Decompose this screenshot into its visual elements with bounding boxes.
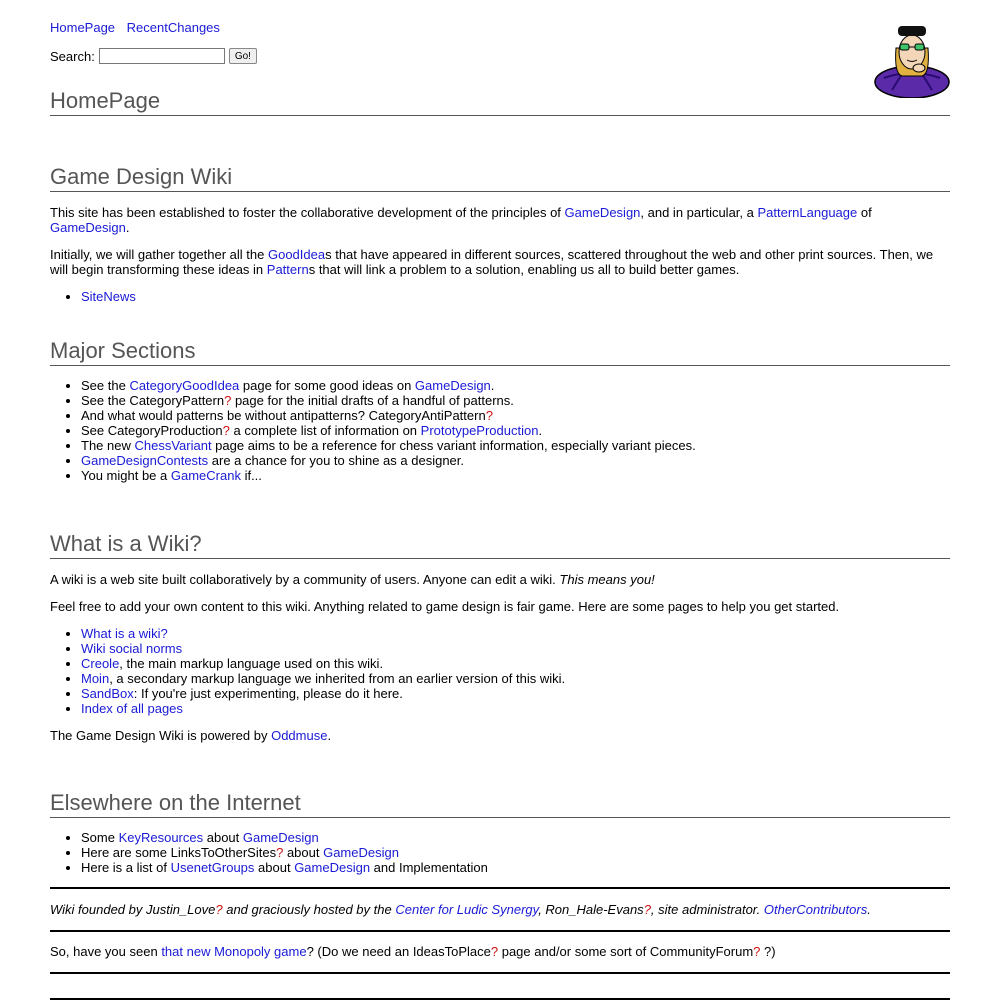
- list-item: • The new ChessVariant page aims to be a reference for chess variant information, especially variant pieces.: [81, 438, 950, 453]
- link-gamedesign[interactable]: GameDesign: [242, 830, 319, 845]
- list-item: [81, 289, 950, 304]
- top-nav: [50, 20, 228, 35]
- wiki-paragraph-2: Feel free to add your own content to this wiki. Anything related to game design is fair game. Here are some pages to help you get started.: [50, 599, 840, 614]
- list-item: • You might be a GameCrank if...: [81, 468, 950, 483]
- page-title-section: [50, 88, 950, 116]
- list-item: • Creole, the main markup language used on this wiki.: [81, 656, 950, 671]
- list-item: • And what would patterns be without antipatterns? CategoryAntiPattern?: [81, 408, 950, 423]
- monopoly-note: So, have you seen that new Monopoly game? (Do we need an IdeasToPlace? page and/or some sort of CommunityForum? ?): [50, 944, 776, 959]
- missing-page-link[interactable]: ?: [215, 902, 223, 917]
- link-gamedesign[interactable]: GameDesign: [323, 845, 399, 860]
- elsewhere-heading: Elsewhere on the Internet: [50, 790, 950, 818]
- list-item: • Moin, a secondary markup language we inherited from an earlier version of this wiki.: [81, 671, 950, 686]
- wiki-heading: What is a Wiki?: [50, 531, 950, 559]
- list-item: • Here are some LinksToOtherSites? about GameDesign: [81, 845, 950, 860]
- missing-page-link[interactable]: ?: [222, 423, 230, 438]
- list-item: [81, 641, 950, 656]
- missing-page-link[interactable]: ?: [485, 408, 493, 423]
- list-item: • SandBox: If you're just experimenting, please do it here.: [81, 686, 950, 701]
- nav-homepage-link[interactable]: HomePage: [50, 20, 116, 35]
- search-go-button[interactable]: Go!: [229, 48, 257, 64]
- link-sandbox[interactable]: SandBox: [81, 686, 134, 701]
- missing-page-link[interactable]: ?: [753, 944, 761, 959]
- link-moin[interactable]: Moin: [81, 671, 110, 686]
- list-item: [81, 701, 950, 716]
- major-list: [50, 378, 950, 483]
- elsewhere-section: [50, 790, 950, 875]
- link-prototypeproduction[interactable]: PrototypeProduction: [420, 423, 539, 438]
- link-goodidea[interactable]: GoodIdea: [267, 247, 326, 262]
- link-usenetgroups[interactable]: UsenetGroups: [170, 860, 255, 875]
- list-item: [81, 626, 950, 641]
- what-is-wiki-section: [50, 531, 950, 743]
- list-item: • Some KeyResources about GameDesign: [81, 830, 950, 845]
- wiki-help-list: [50, 626, 950, 716]
- link-gamedesigncontests[interactable]: GameDesignContests: [81, 453, 209, 468]
- intro-section: [50, 164, 950, 304]
- link-oddmuse[interactable]: Oddmuse: [271, 728, 328, 743]
- link-monopoly-game[interactable]: that new Monopoly game: [161, 944, 307, 959]
- link-index-all-pages[interactable]: Index of all pages: [81, 701, 183, 716]
- intro-list: [50, 289, 950, 304]
- intro-paragraph-1: This site has been established to foster the collaborative development of the principles of GameDesign, and in particular, a PatternLanguage of GameDesign.: [50, 205, 872, 235]
- link-chessvariant[interactable]: ChessVariant: [134, 438, 212, 453]
- link-keyresources[interactable]: KeyResources: [118, 830, 204, 845]
- link-gamedesign[interactable]: GameDesign: [564, 205, 641, 220]
- page-title: HomePage: [50, 88, 950, 116]
- major-sections: [50, 338, 950, 483]
- search-label: Search:: [50, 48, 95, 64]
- link-gamedesign[interactable]: GameDesign: [50, 220, 126, 235]
- link-gamedesign[interactable]: GameDesign: [414, 378, 491, 393]
- list-item: • See CategoryProduction? a complete list of information on PrototypeProduction.: [81, 423, 950, 438]
- list-item: • See the CategoryPattern? page for the initial drafts of a handful of patterns.: [81, 393, 950, 408]
- link-center-ludic-synergy[interactable]: Center for Ludic Synergy: [395, 902, 539, 917]
- list-item: • Here is a list of UsenetGroups about GameDesign and Implementation: [81, 860, 950, 875]
- search-input[interactable]: [99, 48, 225, 64]
- footer-credits: Wiki founded by Justin_Love? and graciously hosted by the Center for Ludic Synergy, Ron_Hale-Evans?, site administrator. OtherContributors.: [50, 902, 871, 917]
- powered-by: The Game Design Wiki is powered by Oddmuse.: [50, 728, 332, 743]
- search-form: [50, 48, 257, 64]
- link-what-is-wiki[interactable]: What is a wiki?: [81, 626, 168, 641]
- wiki-logo[interactable]: [872, 18, 952, 98]
- missing-page-link[interactable]: ?: [224, 393, 232, 408]
- elsewhere-list: [50, 830, 950, 875]
- missing-page-link[interactable]: ?: [643, 902, 651, 917]
- link-categorygoodidea[interactable]: CategoryGoodIdea: [129, 378, 240, 393]
- link-pattern[interactable]: Pattern: [266, 262, 309, 277]
- list-item: • See the CategoryGoodIdea page for some good ideas on GameDesign.: [81, 378, 950, 393]
- link-patternlanguage[interactable]: PatternLanguage: [757, 205, 858, 220]
- link-gamedesign[interactable]: GameDesign: [294, 860, 371, 875]
- major-heading: Major Sections: [50, 338, 950, 366]
- divider: [50, 887, 950, 889]
- list-item: • GameDesignContests are a chance for you to shine as a designer.: [81, 453, 950, 468]
- missing-page-link[interactable]: ?: [490, 944, 499, 959]
- divider: [50, 930, 950, 932]
- nav-recentchanges-link[interactable]: RecentChanges: [126, 20, 220, 35]
- link-creole[interactable]: Creole: [81, 656, 120, 671]
- footer: [50, 887, 950, 1000]
- divider: [50, 972, 950, 974]
- intro-heading: Game Design Wiki: [50, 164, 950, 192]
- link-othercontributors[interactable]: OtherContributors: [763, 902, 868, 917]
- missing-page-link[interactable]: ?: [276, 845, 284, 860]
- wiki-paragraph-1: A wiki is a web site built collaboratively by a community of users. Anyone can edit a wiki. This means you!: [50, 572, 655, 587]
- link-wiki-social-norms[interactable]: Wiki social norms: [81, 641, 183, 656]
- link-gamecrank[interactable]: GameCrank: [170, 468, 241, 483]
- intro-paragraph-2: Initially, we will gather together all the GoodIdeas that have appeared in different sources, scattered throughout the web and other print sources. Then, we will begin transforming these ideas in Patterns that will link a problem to a solution, enabling us all to build better games.: [50, 247, 934, 277]
- link-sitenews[interactable]: SiteNews: [81, 289, 136, 304]
